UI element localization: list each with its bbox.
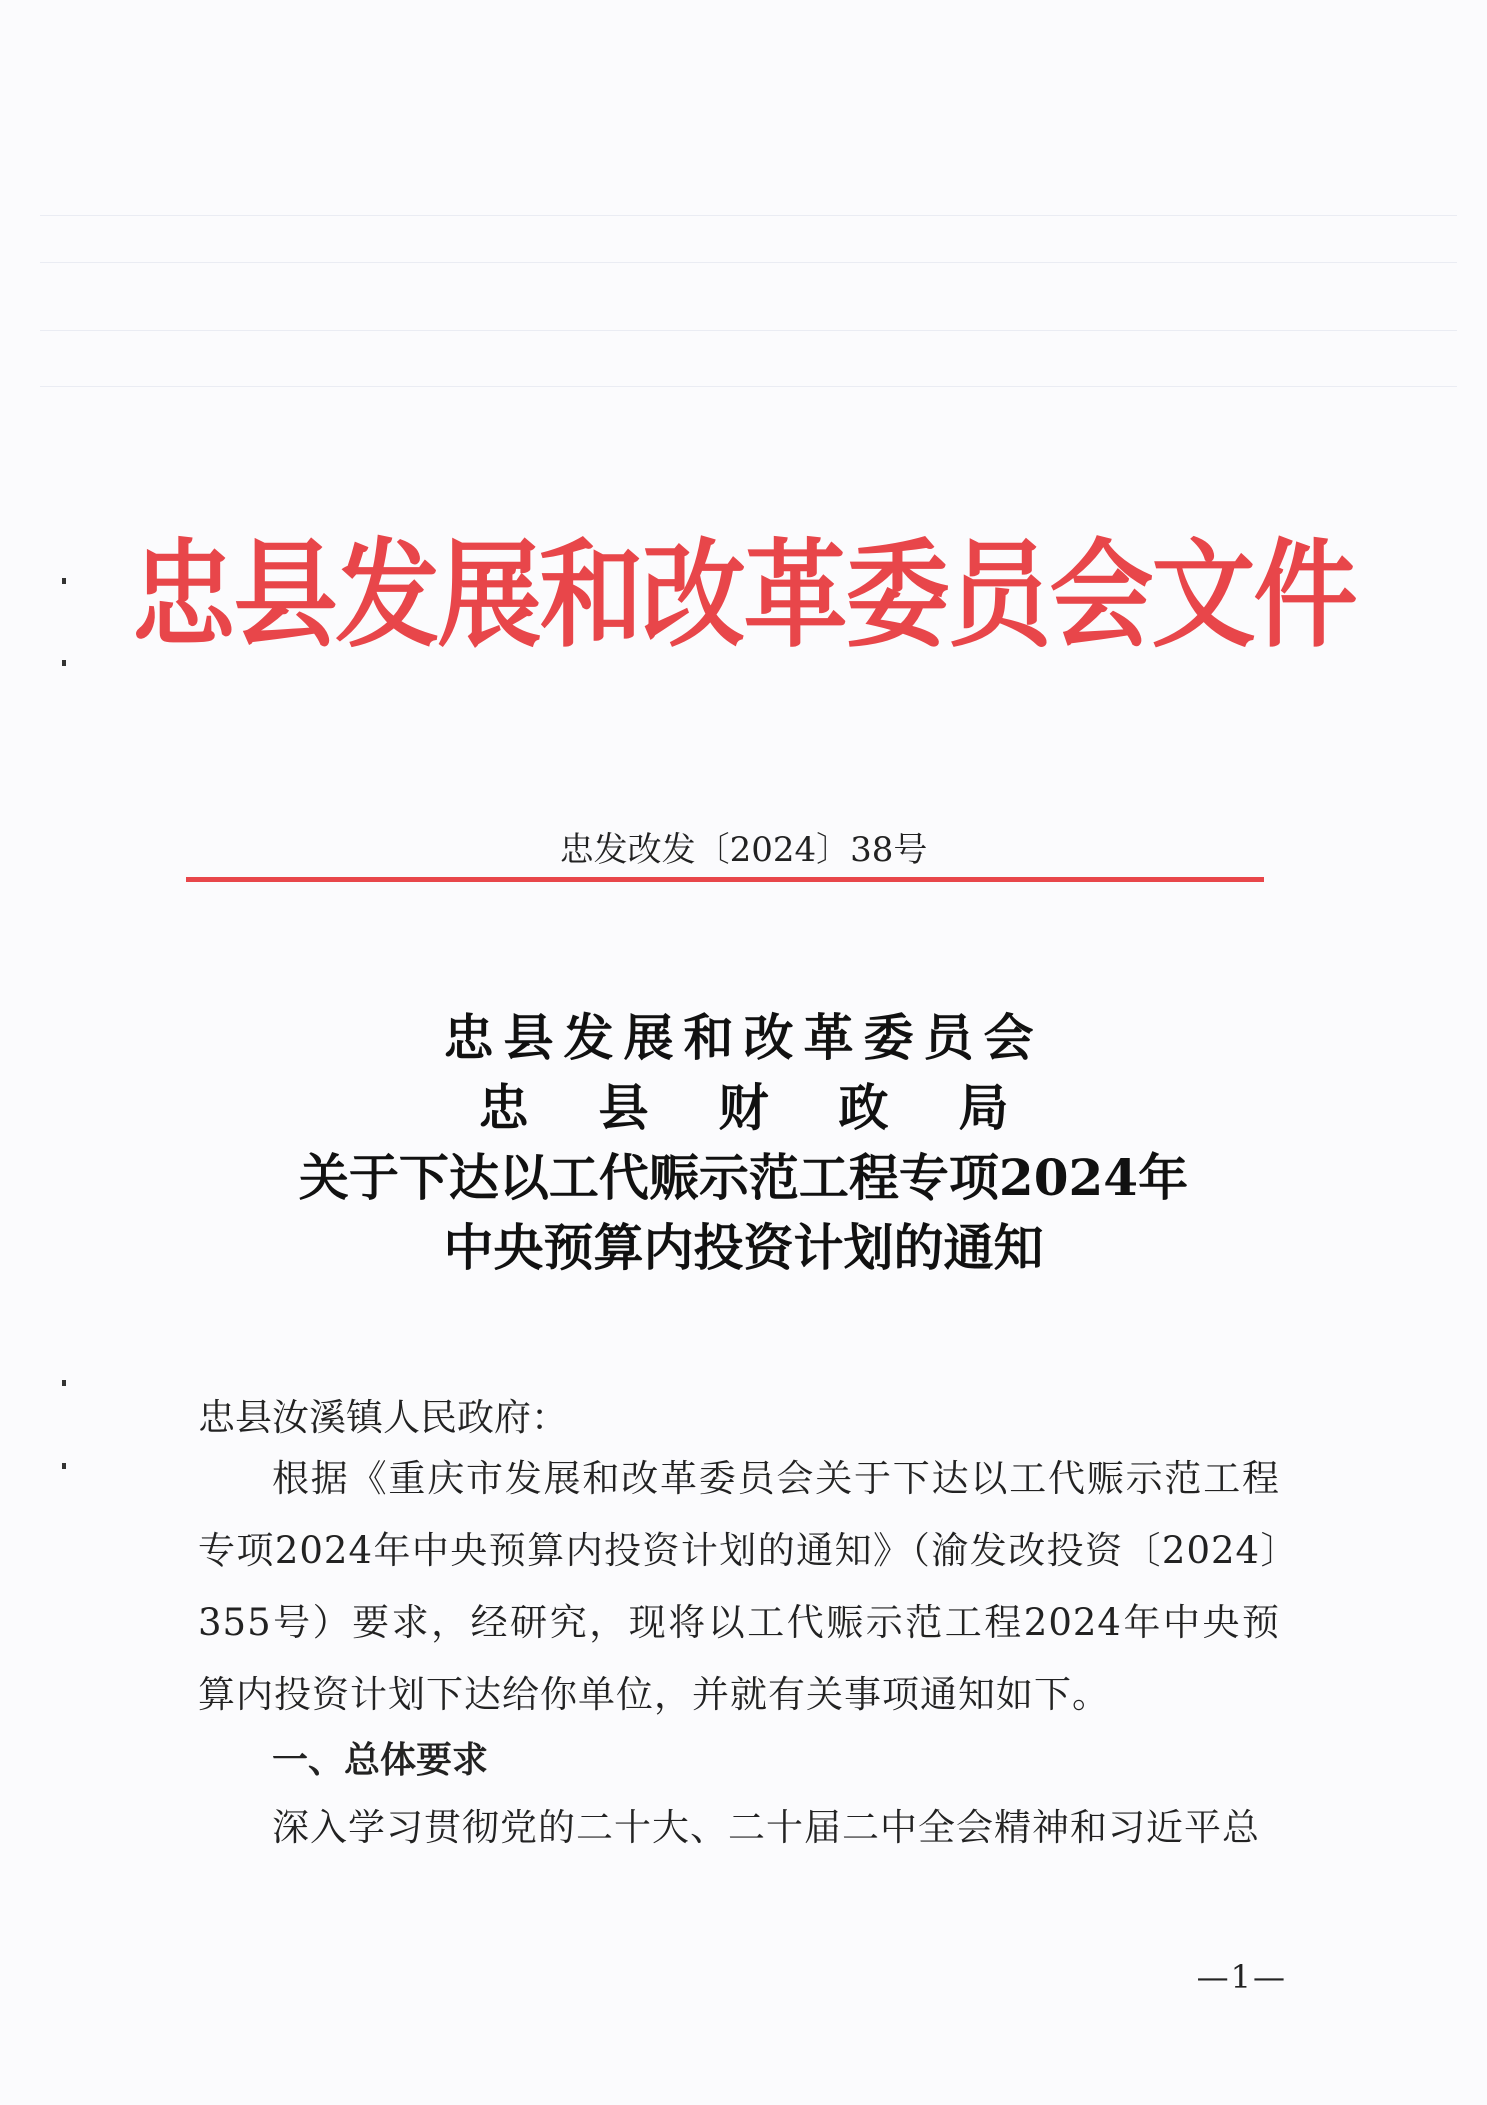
binding-hole-mark [62,1463,66,1469]
body-paragraph: 深入学习贯彻党的二十大、二十届二中全会精神和习近平总 [272,1806,1260,1849]
scan-artifact [40,330,1457,331]
title-issuer-2: 忠县财政局 [478,1078,1079,1137]
title-subject-2: 中央预算内投资计划的通知 [443,1218,1044,1277]
title-subject-1: 关于下达以工代赈示范工程专项2024年 [298,1148,1189,1207]
issuer-banner: 忠县发展和改革委员会文件 [131,526,1356,664]
scan-artifact [40,386,1457,387]
document-number: 忠发改发〔2024〕38号 [559,830,928,870]
section-heading: 一、总体要求 [272,1740,489,1781]
addressee: 忠县汝溪镇人民政府： [198,1396,568,1439]
document-title [0,1003,1487,1283]
red-separator-line [186,877,1264,882]
binding-hole-mark [62,1380,66,1386]
title-issuer-1: 忠县发展和改革委员会 [443,1008,1044,1067]
scan-artifact [40,215,1457,216]
scan-artifact [40,262,1457,263]
body-paragraph: 根据《重庆市发展和改革委员会关于下达以工代赈示范工程专项2024年中央预算内投资计划的通知》（渝发改投资〔2024〕355号）要求，经研究，现将以工代赈示范工程2024年中央预算内投资计划下达给你单位，并就有关事项通知如下。 [198,1457,1280,1716]
page-number: —1— [1196,1958,1287,1996]
